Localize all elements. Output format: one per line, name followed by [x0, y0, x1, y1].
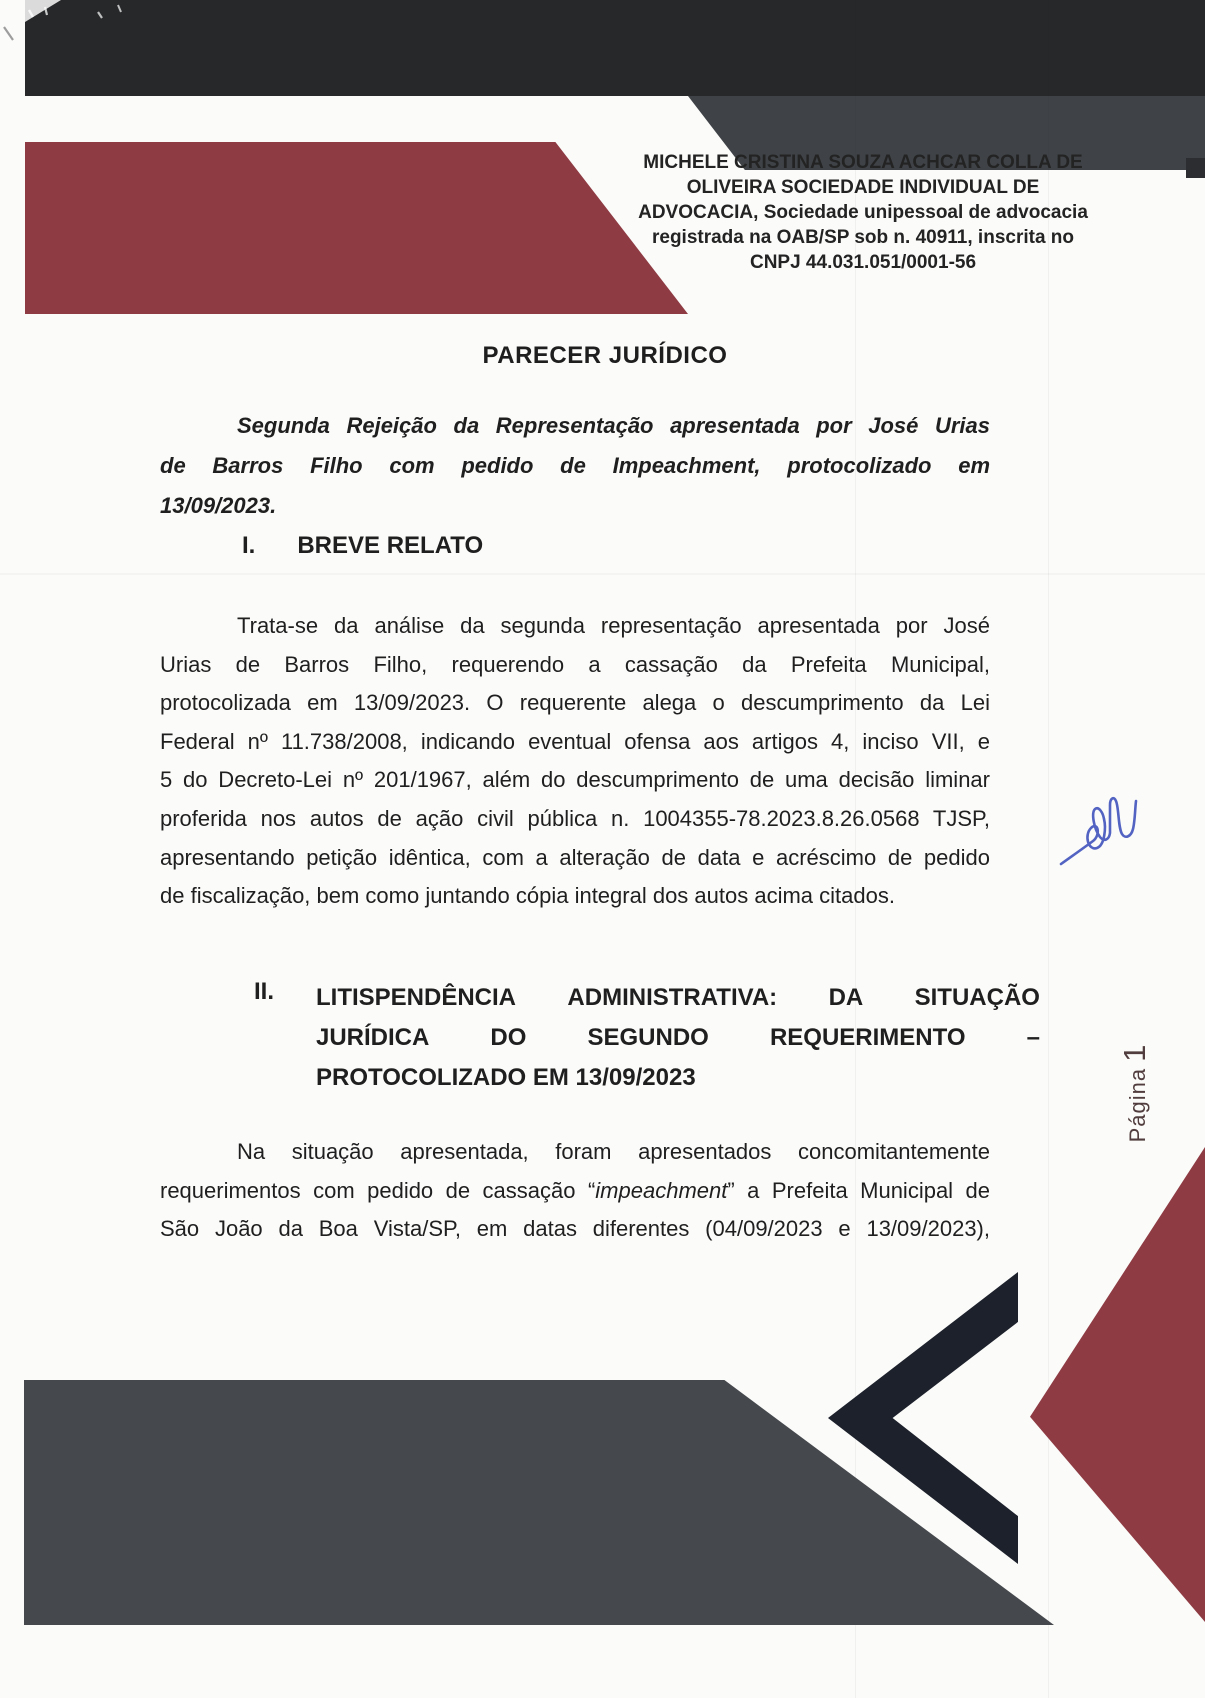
scan-band: [0, 573, 1205, 575]
paragraph-text: ” a Prefeita Municipal de: [727, 1177, 990, 1203]
heading-dash: –: [1026, 1024, 1040, 1051]
section-1-number: I.: [242, 532, 256, 559]
paragraph-line: 5 do Decreto-Lei nº 201/1967, além do descumprimento de uma decisão liminar: [160, 767, 990, 793]
subject-line: 13/09/2023.: [160, 493, 277, 518]
section-2-line: [316, 978, 1040, 1018]
section-1-label: BREVE RELATO: [297, 532, 484, 559]
maroon-banner: [25, 142, 688, 314]
section-2-line: [316, 1018, 1040, 1058]
section-1-heading: [242, 532, 483, 560]
subject-line: Segunda Rejeição da Representação apresentada por José Urias: [237, 413, 990, 438]
heading-word: ADMINISTRATIVA:: [567, 984, 778, 1011]
document-title: PARECER JURÍDICO: [482, 342, 728, 369]
pen-marks: [0, 0, 150, 50]
letterhead-line: OLIVEIRA SOCIEDADE INDIVIDUAL DE: [686, 177, 1040, 198]
letterhead-line: ADVOCACIA, Sociedade unipessoal de advocacia: [638, 202, 1088, 223]
top-black-bar: [25, 0, 1205, 96]
heading-word: DO: [490, 1024, 527, 1051]
footer-maroon-arrow: [1030, 1147, 1205, 1622]
paragraph-1: [160, 607, 990, 916]
heading-word: LITISPENDÊNCIA: [316, 984, 517, 1011]
paragraph-line: Urias de Barros Filho, requerendo a cassação da Prefeita Municipal,: [160, 651, 990, 677]
letterhead-firm-block: [622, 150, 1104, 275]
letterhead-line: registrada na OAB/SP sob n. 40911, inscrita no: [651, 227, 1075, 248]
paragraph-line: Federal nº 11.738/2008, indicando eventual ofensa aos artigos 4, inciso VII, e: [160, 728, 990, 754]
paragraph-line: protocolizada em 13/09/2023. O requerente alega o descumprimento da Lei: [160, 690, 990, 716]
heading-word: REQUERIMENTO: [769, 1024, 966, 1051]
paragraph-line: apresentando petição idêntica, com a alteração de data e acréscimo de pedido: [160, 844, 990, 870]
section-2-heading: [316, 978, 1040, 1098]
paragraph-line: de fiscalização, bem como juntando cópia integral dos autos acima citados.: [160, 883, 895, 909]
italic-term: impeachment: [595, 1177, 728, 1203]
paragraph-line: proferida nos autos de ação civil pública n. 1004355-78.2023.8.26.0568 TJSP,: [160, 805, 990, 831]
letterhead-line: MICHELE CRISTINA SOUZA ACHCAR COLLA DE: [643, 152, 1083, 173]
letterhead-line: CNPJ 44.031.051/0001-56: [749, 252, 977, 273]
paragraph-line: [160, 1172, 990, 1211]
page-marker-label: Página: [1125, 1067, 1150, 1143]
pen-initials-signature: [1055, 790, 1160, 885]
paragraph-2: [160, 1133, 990, 1249]
paragraph-line: Na situação apresentada, foram apresentados concomitantemente: [237, 1139, 990, 1164]
paragraph-text: requerimentos com pedido de cassação “: [160, 1177, 596, 1203]
section-2-line: PROTOCOLIZADO EM 13/09/2023: [316, 1064, 696, 1091]
heading-word: SEGUNDO: [587, 1024, 709, 1051]
heading-word: DA: [828, 984, 864, 1011]
page-number-marker: [1117, 1043, 1152, 1143]
paragraph-line: Trata-se da análise da segunda representação apresentada por José: [237, 613, 990, 638]
subject-line: de Barros Filho com pedido de Impeachment, protocolizado em: [160, 453, 990, 478]
heading-word: JURÍDICA: [316, 1024, 430, 1051]
paragraph-line: São João da Boa Vista/SP, em datas diferentes (04/09/2023 e 13/09/2023),: [160, 1216, 990, 1242]
gray-band-corner-tab: [1186, 158, 1205, 178]
page-marker-number: 1: [1117, 1043, 1152, 1062]
heading-word: SITUAÇÃO: [914, 984, 1040, 1011]
section-2-number: II.: [254, 978, 275, 1005]
document-subject: [160, 406, 990, 526]
footer-charcoal-trapezoid: [24, 1380, 1054, 1625]
